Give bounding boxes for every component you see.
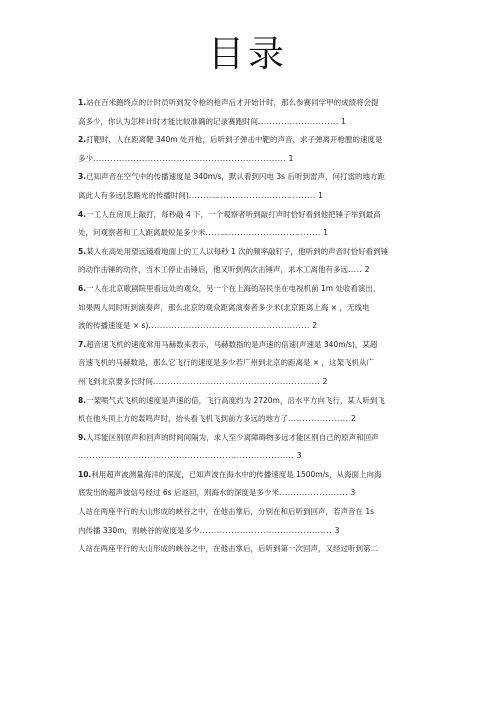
toc-leader-dots: ............................	[258, 116, 339, 126]
toc-entry-text: 音速飞机的马赫数是，那么它飞行的速度是多少若广州到北京的距离是 × ，这架飞机从广	[78, 358, 375, 368]
toc-leader-dots: ............................................	[188, 190, 316, 200]
toc-page-number: 2	[309, 321, 318, 331]
toc-page-number: 1	[315, 190, 323, 200]
toc-entry-number: 3.	[78, 172, 87, 182]
toc-entry-number: 1.	[78, 98, 87, 107]
toc-entry-text: 打靶时，人在距离靶 340m 处开枪，后听到子弹击中靶的声音，求子弹离开枪膛的速度是	[86, 135, 383, 145]
toc-entry-text: 的动作击锤的动作，当木工停止击锤后，他又听到两次击锤声，求木工离他有多远	[78, 265, 348, 275]
toc-page-number: 2	[348, 414, 356, 424]
toc-page-number: 1	[320, 228, 329, 238]
toc-entry[interactable]	[78, 243, 434, 280]
toc-page-number: 3	[294, 451, 302, 461]
toc-entry-text: 处，问观察者和工人距离最短是多少米	[78, 228, 206, 238]
toc-page-number: 3	[348, 488, 356, 498]
toc-leader-dots: ..............................................	[199, 525, 333, 535]
toc-entry-number: 4.	[78, 209, 87, 219]
toc-page-number: 2	[320, 376, 328, 386]
toc-page-number: 1	[338, 116, 346, 126]
toc-page-number: 1	[286, 153, 294, 163]
toc-entry-number: 9.	[78, 432, 87, 442]
toc-entry-number: 8.	[78, 395, 87, 405]
toc-entry-text: 波的传播速度是 × s)	[78, 321, 149, 331]
toc-entry[interactable]	[78, 336, 434, 392]
toc-entry[interactable]	[78, 429, 434, 466]
toc-entry-text: 离此人有多远(忽略光的传播时间)	[78, 190, 189, 200]
toc-entry[interactable]	[78, 392, 434, 429]
table-of-contents	[78, 94, 434, 559]
toc-entry-text: 人站在两座平行的大山形成的峡谷之中，在他击掌后，分别在和后听到回声，若声音在 1s	[78, 507, 375, 517]
toc-leader-dots: ........................................................	[148, 321, 310, 331]
toc-entry[interactable]	[78, 503, 434, 540]
toc-page-number: 2	[362, 265, 370, 275]
toc-page-number: 3	[332, 525, 340, 535]
toc-leader-dots: ..........................................................	[153, 376, 321, 386]
toc-entry-number: 10.	[78, 469, 92, 479]
toc-entry-text: 某人在高处用望远镜看地面上的工人以每秒 1 次的频率敲钉子，他听到的声音时恰好看到锤	[86, 246, 389, 256]
toc-entry-number: 5.	[78, 246, 87, 256]
toc-leader-dots: .....................	[288, 414, 349, 424]
toc-entry-text: 内传播 330m，则峡谷的宽度是多少	[78, 525, 200, 535]
toc-entry[interactable]	[78, 206, 434, 243]
toc-entry-number: 6.	[78, 283, 87, 293]
toc-entry-text: 超音速飞机的速度常用马赫数来表示，马赫数指的是声速的倍速(声速是 340m/s)，某超	[86, 339, 378, 349]
toc-entry-text: 一架喷气式飞机的速度是声速的倍，飞行高度约为 2720m，沿水平方向飞行，某人听到飞	[86, 395, 385, 405]
toc-entry-number: 7.	[78, 339, 87, 349]
toc-entry[interactable]	[78, 466, 434, 503]
page-title: 目录	[207, 34, 288, 75]
toc-entry-text: 人站在两座平行的大山形成的峡谷之中，在他击掌后，后听到第一次回声，又经过听到第二	[78, 544, 378, 554]
toc-entry-number: 2.	[78, 135, 87, 145]
toc-leader-dots: ...................................................................	[93, 153, 287, 163]
toc-entry[interactable]	[78, 280, 434, 336]
toc-entry-text: 站在百米跑终点的计时员听到发令枪的枪声后才开始计时，那么参赛同学甲的成绩将会提	[86, 98, 379, 107]
toc-entry-text: 已知声音在空气中的传播速度是 340m/s，默认看到闪电 3s 后听到雷声，问打雷的地方距	[86, 172, 385, 182]
toc-entry[interactable]	[78, 131, 434, 168]
toc-leader-dots: ........................	[278, 488, 349, 498]
toc-leader-dots: ...........................................................................	[78, 451, 295, 461]
toc-leader-dots: ........................................	[205, 228, 321, 238]
toc-entry-text: 底发出的超声波信号经过 6s 后返回，则海水的深度是多少米	[78, 488, 279, 498]
toc-entry-text: 高多少，你认为怎样计时才能比较准确的记录赛跑时间	[78, 116, 258, 126]
toc-entry-text: 一人在北京歌剧院里看远处的观众，另一个在上海的居民坐在电视机前 1m 处收看演出，	[86, 283, 381, 293]
toc-entry-text: 利用超声波测量海洋的深度，已知声波在海水中的传播速度是 1500m/s，从海面上向海	[91, 469, 382, 479]
toc-leader-dots: .....	[348, 265, 363, 275]
toc-entry-text: 多少	[78, 153, 93, 163]
toc-entry[interactable]	[78, 540, 434, 559]
toc-entry[interactable]	[78, 168, 434, 205]
toc-entry-text: 机在他头顶上方的轰鸣声时，抬头看飞机飞到前方多远的地方了	[78, 414, 288, 424]
toc-entry-text: 州飞到北京要多长时间	[78, 376, 153, 386]
toc-entry-text: 如果两人同时听到演奏声，那么北京的观众距离演奏者多少米(北京距离上海 × ，无线电	[78, 302, 370, 312]
toc-entry-text: 一工人在房顶上敲打，每秒敲 4 下，一个观察者听到敲打声时恰好看到他把锤子举到最高	[86, 209, 381, 219]
toc-entry-text: 人耳能区别原声和回声的时间间隔为，求人至少离障碍物多远才能区别自己的原声和回声	[86, 432, 379, 442]
toc-entry[interactable]	[78, 94, 434, 131]
